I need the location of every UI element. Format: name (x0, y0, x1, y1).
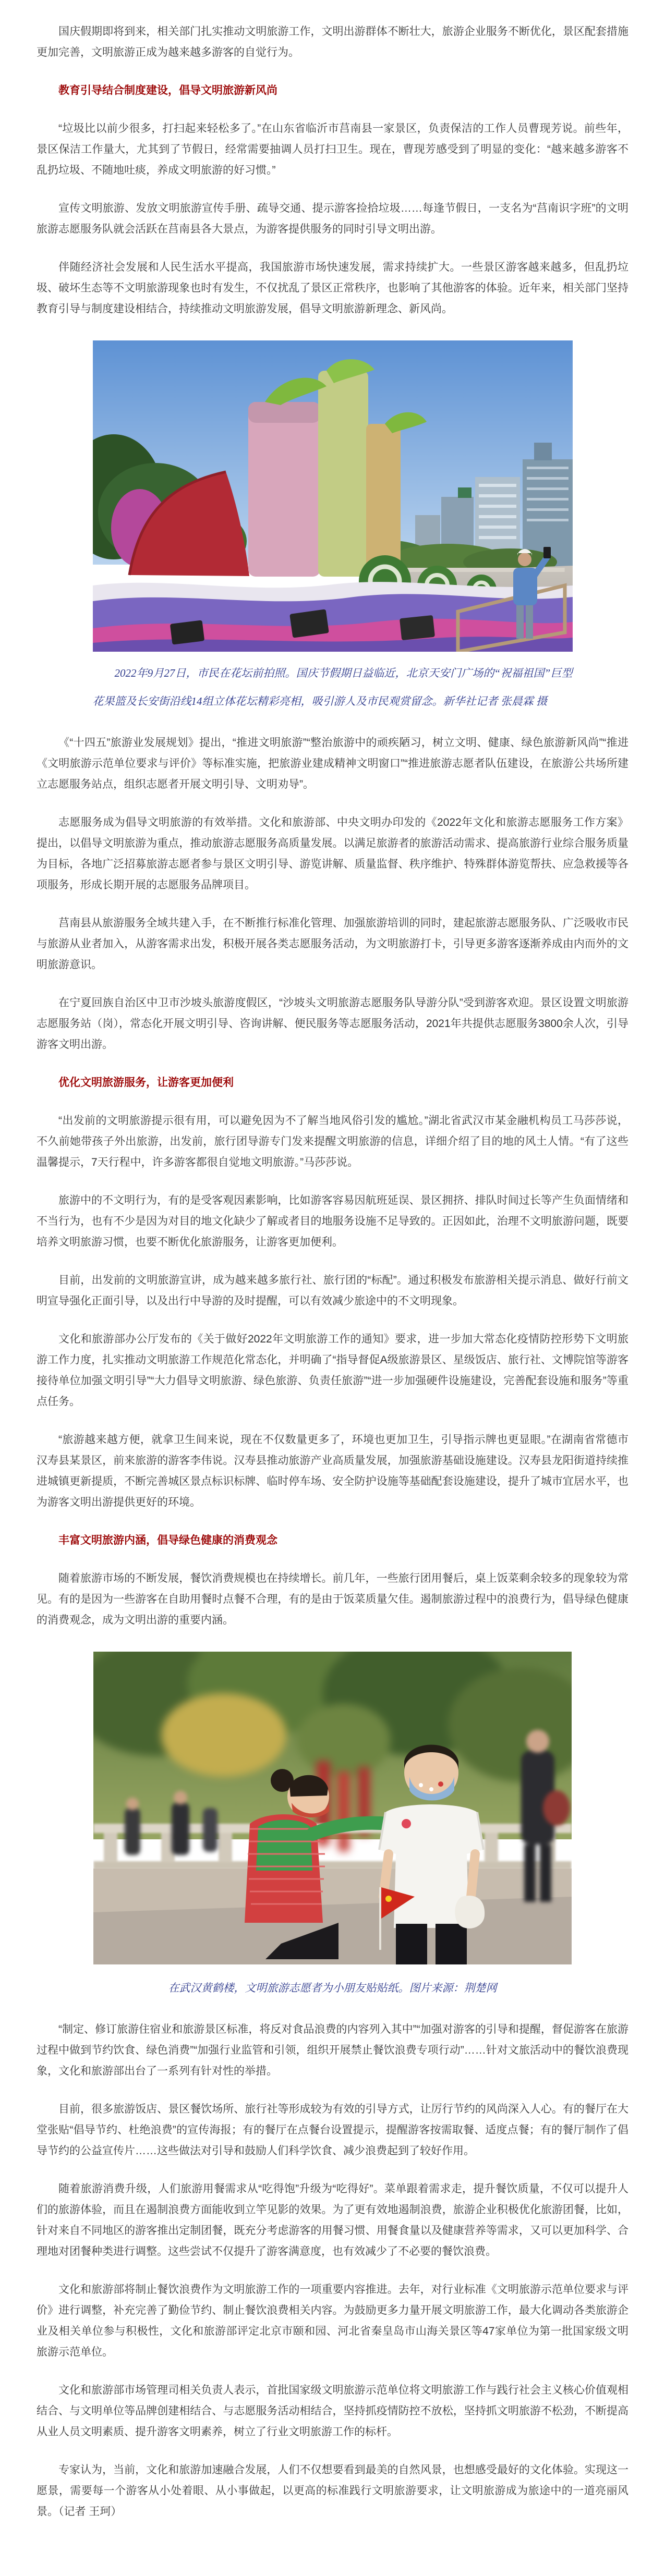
paragraph: “制定、修订旅游住宿业和旅游景区标准，将反对食品浪费的内容列入其中”“加强对游客的引导和提醒，督促游客在旅游过程中做到节约饮食、绿色消费”“加强行业监管和引领，组织开展禁止餐饮浪费专项行动”……针对文旅活动中的餐饮浪费现象，文化和旅游部出台了一系列有针对性的举措。 (37, 2023, 628, 2077)
paragraph: 伴随经济社会发展和人民生活水平提高，我国旅游市场快速发展，需求持续扩大。一些景区游客越来越多，但乱扔垃圾、破坏生态等不文明旅游现象也时有发生，不仅扰乱了景区正常秩序，也影响了其他游客的体验。近年来，相关部门坚持教育引导与制度建设相结合，持续推动文明旅游发展，倡导文明旅游新理念、新风尚。 (37, 261, 628, 315)
paragraph: “出发前的文明旅游提示很有用，可以避免因为不了解当地风俗引发的尴尬。”湖北省武汉市某金融机构员工马莎莎说，不久前她带孩子外出旅游，出发前，旅行团导游专门发来提醒文明旅游的信息，详细介绍了目的地的风土人情。“有了这些温馨提示，7天行程中，许多游客都很自觉地文明旅游。”马莎莎说。 (37, 1115, 628, 1168)
figure-flower-basket (93, 340, 573, 715)
paragraph: “垃圾比以前少很多，打扫起来轻松多了。”在山东省临沂市莒南县一家景区，负责保洁的工作人员曹现芳说。前些年，景区保洁工作量大，尤其到了节假日，经常需要抽调人员打扫卫生。现在，曹现芳感受到了明显的变化：“越来越多游客不乱扔垃圾、不随地吐痰，养成文明旅游的好习惯。” (37, 123, 628, 176)
figure-volunteer-sticker (93, 1652, 572, 2002)
paragraph: 国庆假期即将到来，相关部门扎实推动文明旅游工作，文明出游群体不断壮大，旅游企业服务不断优化，景区配套措施更加完善，文明旅游正成为越来越多游客的自觉行为。 (37, 26, 628, 58)
section-heading-services: 优化文明旅游服务，让游客更加便利 (58, 1077, 234, 1089)
section-heading-consumption: 丰富文明旅游内涵，倡导绿色健康的消费观念 (58, 1534, 277, 1546)
section-heading-education: 教育引导结合制度建设，倡导文明旅游新风尚 (58, 84, 277, 96)
paragraph: 文化和旅游部办公厅发布的《关于做好2022年文明旅游工作的通知》要求，进一步加大常态化疫情防控形势下文明旅游工作力度，扎实推动文明旅游工作规范化常态化，并明确了“指导督促A级旅游景区、星级饭店、旅行社、文博院馆等游客接待单位加强文明引导”“大力倡导文明旅游、绿色旅游、负责任旅游”“进一步加强硬件设施建设，完善配套设施和服务”等重点任务。 (37, 1333, 628, 1408)
paragraph: 文化和旅游部市场管理司相关负责人表示，首批国家级文明旅游示范单位将文明旅游工作与践行社会主义核心价值观相结合、与文明单位等品牌创建相结合、与志愿服务活动相结合，坚持抓疫情防控不放松，坚持抓文明旅游不松劲，不断提高从业人员文明素质、提升游客文明素养，树立了行业文明旅游工作的标杆。 (37, 2384, 628, 2438)
paragraph: 在宁夏回族自治区中卫市沙坡头旅游度假区，“沙坡头文明旅游志愿服务队导游分队”受到游客欢迎。景区设置文明旅游志愿服务站（岗），常态化开展文明引导、咨询讲解、便民服务等志愿服务活动，2021年共提供志愿服务3800余人次，引导游客文明出游。 (37, 997, 628, 1051)
paragraph: 目前，很多旅游饭店、景区餐饮场所、旅行社等形成较为有效的引导方式，让厉行节约的风尚深入人心。有的餐厅在大堂张贴“倡导节约、杜绝浪费”的宣传海报；有的餐厅在点餐台设置提示，提醒游客按需取餐、适度点餐；有的餐厅制作了倡导节约的公益宣传片……这些做法对引导和鼓励人们科学饮食、减少浪费起到了较好作用。 (37, 2103, 628, 2157)
paragraph: 宣传文明旅游、发放文明旅游宣传手册、疏导交通、提示游客捡拾垃圾……每逢节假日，一支名为“莒南识字班”的文明旅游志愿服务队就会活跃在莒南县各大景点，为游客提供服务的同时引导文明出游。 (37, 202, 628, 235)
paragraph: 文化和旅游部将制止餐饮浪费作为文明旅游工作的一项重要内容推进。去年，对行业标准《文明旅游示范单位要求与评价》进行调整，补充完善了勤俭节约、制止餐饮浪费相关内容。为鼓励更多力量开展文明旅游工作，最大化调动各类旅游企业及相关单位参与积极性，文化和旅游部评定北京市颐和园、河北省秦皇岛市山海关景区等47家单位为第一批国家级文明旅游示范单位。 (37, 2284, 628, 2358)
paragraph: “旅游越来越方便，就拿卫生间来说，现在不仅数量更多了，环境也更加卫生，引导指示牌也更显眼。”在湖南省常德市汉寿县某景区，前来旅游的游客李伟说。汉寿县推动旅游产业高质量发展，加强旅游基础设施建设。汉寿县龙阳街道持续推进城镇更新提质，不断完善城区景点标识标牌、临时停车场、安全防护设施等基础配套设施建设，提升了城市宜居水平，也为游客文明出游提供更好的环境。 (37, 1434, 628, 1508)
photo-caption: 2022年9月27日，市民在花坛前拍照。国庆节假期日益临近，北京天安门广场的“祝福祖国”巨型花果篮及长安街沿线14组立体花坛精彩亮相，吸引游人及市民观赏留念。新华社记者 张晨霖 摄 (92, 667, 573, 707)
paragraph: 《“十四五”旅游业发展规划》提出，“推进文明旅游”“整治旅游中的顽疾陋习，树立文明、健康、绿色旅游新风尚”“推进《文明旅游示范单位要求与评价》等标准实施，把旅游业建成精神文明窗口”“推进旅游志愿者队伍建设，在旅游公共场所建立志愿服务站点，组织志愿者开展文明引导、文明劝导”。 (37, 737, 628, 790)
paragraph: 志愿服务成为倡导文明旅游的有效举措。文化和旅游部、中央文明办印发的《2022年文化和旅游志愿服务工作方案》提出，以倡导文明旅游为重点，推动旅游志愿服务高质量发展。以满足旅游者的旅游活动需求、提高旅游行业综合服务质量为目标，各地广泛招募旅游志愿者参与景区文明引导、游览讲解、质量监督、秩序维护、特殊群体游览帮扶、应急救援等各项服务，形成长期开展的志愿服务品牌项目。 (37, 816, 628, 891)
photo-flower-basket-tiananmen (93, 340, 573, 652)
paragraph: 随着旅游消费升级，人们旅游用餐需求从“吃得饱”升级为“吃得好”。菜单跟着需求走，提升餐饮质量，不仅可以提升人们的旅游体验，而且在遏制浪费方面能收到立竿见影的效果。为了更有效地遏制浪费，旅游企业积极优化旅游团餐，比如，针对来自不同地区的游客推出定制团餐，既充分考虑游客的用餐习惯、用餐食量以及健康营养等需求，又可以更加科学、合理地对团餐种类进行调整。这些尝试不仅提升了游客满意度，也有效减少了不必要的餐饮浪费。 (37, 2183, 628, 2257)
paragraph: 随着旅游市场的不断发展，餐饮消费规模也在持续增长。前几年，一些旅行团用餐后，桌上饭菜剩余较多的现象较为常见。有的是因为一些游客在自助用餐时点餐不合理，有的是由于饭菜质量欠佳。遏制旅游过程中的浪费行为，倡导绿色健康的消费观念，成为文明出游的重要内涵。 (37, 1572, 628, 1626)
paragraph: 目前，出发前的文明旅游宣讲，成为越来越多旅行社、旅行团的“标配”。通过积极发布旅游相关提示消息、做好行前文明宣导强化正面引导，以及出行中导游的及时提醒，可以有效减少旅途中的不文明现象。 (37, 1274, 628, 1307)
paragraph: 莒南县从旅游服务全域共建入手，在不断推行标准化管理、加强旅游培训的同时，建起旅游志愿服务队、广泛吸收市民与旅游从业者加入，从游客需求出发，积极开展各类志愿服务活动，为文明旅游打卡，引导更多游客逐渐养成由内而外的文明旅游意识。 (37, 917, 628, 971)
photo-caption: 在武汉黄鹤楼，文明旅游志愿者为小朋友贴贴纸。图片来源：荆楚网 (168, 1982, 497, 1994)
photo-volunteer-with-child (93, 1652, 572, 1964)
flower-beds (93, 582, 573, 652)
paragraph: 旅游中的不文明行为，有的是受客观因素影响，比如游客容易因航班延误、景区拥挤、排队时间过长等产生负面情绪和不当行为，也有不少是因为对目的地文化缺少了解或者目的地服务设施不足导致的。正因如此，治理不文明旅游问题，既要培养文明旅游习惯，也要不断优化旅游服务，让游客更加便利。 (37, 1194, 628, 1248)
paragraph: 专家认为，当前，文化和旅游加速融合发展，人们不仅想要看到最美的自然风景，也想感受最好的文化体验。实现这一愿景，需要每一个游客从小处着眼、从小事做起，以更高的标准践行文明旅游要求，让文明旅游成为旅途中的一道亮丽风景。（记者 王珂） (37, 2464, 628, 2518)
